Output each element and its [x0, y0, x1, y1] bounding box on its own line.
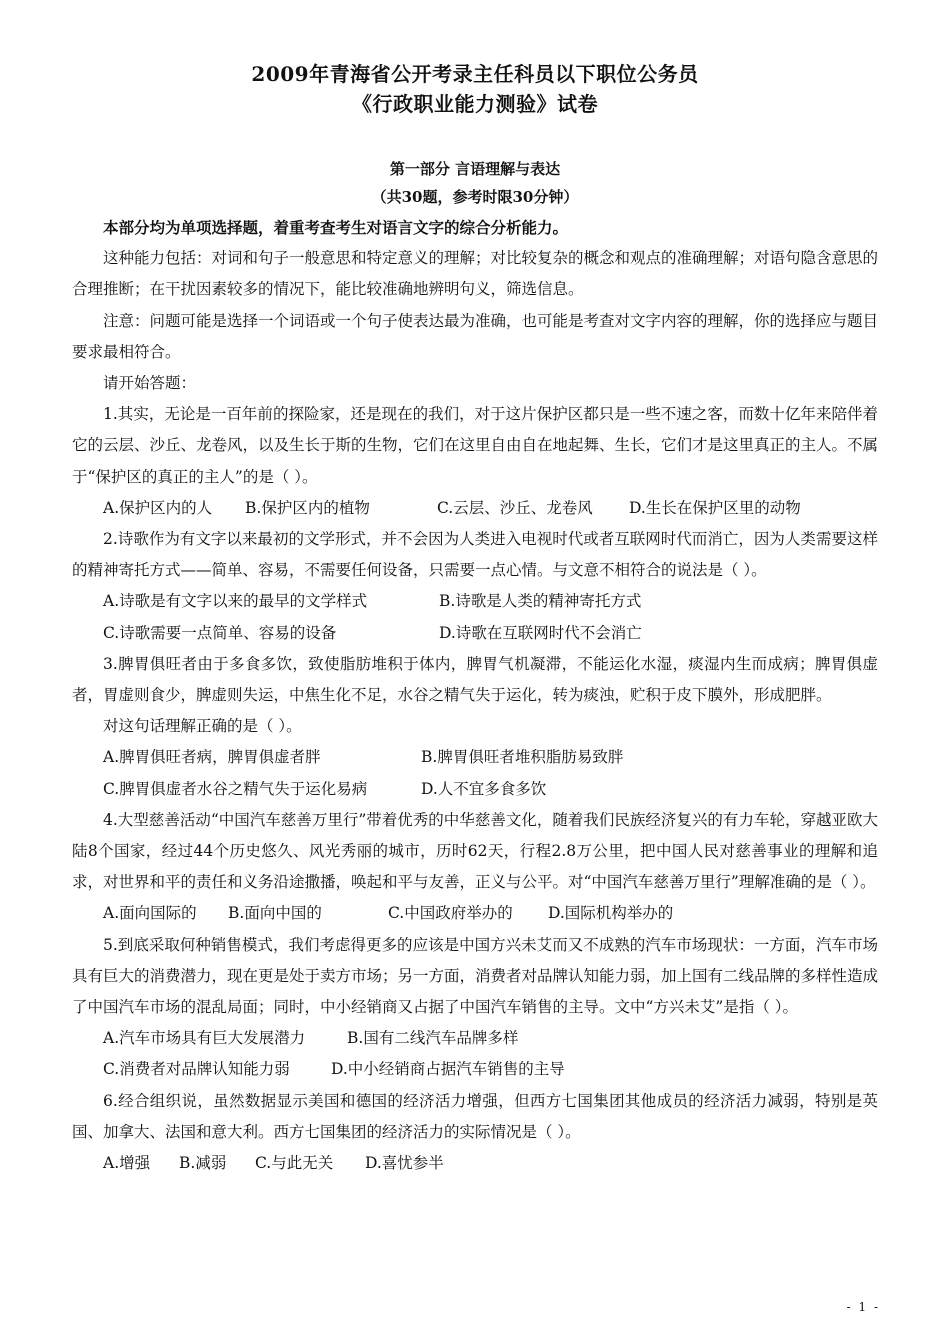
question-1-options: [72, 493, 878, 524]
q1-option-c: C.云层、沙丘、龙卷风: [437, 498, 593, 517]
q6-option-a: A.增强: [103, 1153, 151, 1172]
question-2-options-row2: [72, 618, 878, 649]
q2-option-b: B.诗歌是人类的精神寄托方式: [439, 592, 642, 611]
q4-option-d: D.国际机构举办的: [548, 904, 674, 923]
q3-option-c: C.脾胃俱虚者水谷之精气失于运化易病: [103, 779, 368, 798]
question-5-options-row2: [72, 1054, 878, 1085]
q3-option-a: A.脾胃俱旺者病，脾胃俱虚者胖: [103, 748, 321, 767]
intro-start: 请开始答题：: [103, 374, 197, 393]
question-3-stem: 3.脾胃俱旺者由于多食多饮，致使脂肪堆积于体内，脾胃气机凝滞，不能运化水湿，痰湿内生而成病；脾胃俱虚者，胃虚则食少，脾虚则失运，中焦生化不足，水谷之精气失于运化，转为痰浊，贮积于皮下膜外，形成肥胖。: [72, 654, 878, 704]
question-4-stem: 4.大型慈善活动“中国汽车慈善万里行”带着优秀的中华慈善文化，随着我们民族经济复兴的有力车轮，穿越亚欧大陆8个国家，经过44个历史悠久、风光秀丽的城市，历时62天，行程2.8万公里，把中国人民对慈善事业的理解和追求，对世界和平的责任和义务沿途撒播，唤起和平与友善，正义与公平。对“中国汽车慈善万里行”理解准确的是（ ）。: [72, 810, 878, 892]
q3-option-d: D.人不宜多食多饮: [421, 779, 547, 798]
document-title-line1: 2009年青海省公开考录主任科员以下职位公务员: [251, 62, 699, 86]
question-2-options-row1: [72, 586, 878, 617]
q5-option-d: D.中小经销商占据汽车销售的主导: [331, 1060, 565, 1079]
question-3-options-row1: [72, 742, 878, 773]
q5-option-a: A.汽车市场具有巨大发展潜力: [103, 1029, 306, 1048]
question-1-stem: 1.其实，无论是一百年前的探险家，还是现在的我们，对于这片保护区都只是一些不速之客，而数十亿年来陪伴着它的云层、沙丘、龙卷风，以及生长于斯的生物，它们在这里自由自在地起舞、生长，它们才是这里真正的主人。不属于“保护区的真正的主人”的是（ ）。: [72, 405, 879, 486]
question-3-question: 对这句话理解正确的是（ ）。: [103, 717, 302, 736]
q6-option-d: D.喜忧参半: [365, 1153, 444, 1172]
question-6-stem: 6.经合组织说，虽然数据显示美国和德国的经济活力增强，但西方七国集团其他成员的经济活力减弱，特别是英国、加拿大、法国和意大利。西方七国集团的经济活力的实际情况是（ ）。: [72, 1091, 878, 1141]
question-3-options-row2: [72, 774, 878, 805]
intro-ability: 这种能力包括：对词和句子一般意思和特定意义的理解；对比较复杂的概念和观点的准确理解；对语句隐含意思的合理推断；在干扰因素较多的情况下，能比较准确地辨明句义，筛选信息。: [72, 249, 879, 299]
page-number: - 1 -: [846, 1300, 880, 1314]
q4-option-a: A.面向国际的: [103, 904, 197, 923]
question-5-stem: 5.到底采取何种销售模式，我们考虑得更多的应该是中国方兴未艾而又不成熟的汽车市场现状：一方面，汽车市场具有巨大的消费潜力，现在更是处于卖方市场；另一方面，消费者对品牌认知能力弱，加上国有二线品牌的多样性造成了中国汽车市场的混乱局面；同时，中小经销商又占据了中国汽车销售的主导。文中“方兴未艾”是指（ ）。: [72, 935, 879, 1016]
q4-option-b: B.面向中国的: [228, 904, 322, 923]
q1-option-b: B.保护区内的植物: [245, 498, 370, 517]
q3-option-b: B.脾胃俱旺者堆积脂肪易致胖: [421, 748, 624, 767]
q4-option-c: C.中国政府举办的: [388, 904, 513, 923]
section-heading: 第一部分 言语理解与表达: [389, 160, 561, 178]
document-title-line2: 《行政职业能力测验》试卷: [352, 92, 598, 116]
q2-option-a: A.诗歌是有文字以来的最早的文学样式: [103, 592, 368, 611]
intro-bold-line: 本部分均为单项选择题，着重考查考生对语言文字的综合分析能力。: [103, 218, 569, 237]
q5-option-c: C.消费者对品牌认知能力弱: [103, 1060, 290, 1079]
intro-note: 注意：问题可能是选择一个词语或一个句子使表达最为准确，也可能是考查对文字内容的理解，你的选择应与题目要求最相符合。: [72, 311, 879, 361]
document-body: [72, 212, 878, 1179]
question-5-options-row1: [72, 1023, 878, 1054]
q5-option-b: B.国有二线汽车品牌多样: [347, 1029, 519, 1048]
q2-option-d: D.诗歌在互联网时代不会消亡: [439, 623, 642, 642]
q1-option-a: A.保护区内的人: [103, 498, 213, 517]
q1-option-d: D.生长在保护区里的动物: [629, 498, 801, 517]
question-6-options: [72, 1148, 878, 1179]
q6-option-c: C.与此无关: [255, 1153, 334, 1172]
q2-option-c: C.诗歌需要一点简单、容易的设备: [103, 623, 337, 642]
question-2-stem: 2.诗歌作为有文字以来最初的文学形式，并不会因为人类进入电视时代或者互联网时代而消亡，因为人类需要这样的精神寄托方式——简单、容易，不需要任何设备，只需要一点心情。与文意不相符合的说法是（ ）。: [72, 530, 878, 580]
section-subheading: （共30题，参考时限30分钟）: [371, 188, 579, 206]
q6-option-b: B.减弱: [179, 1153, 227, 1172]
question-4-options: [72, 898, 878, 929]
